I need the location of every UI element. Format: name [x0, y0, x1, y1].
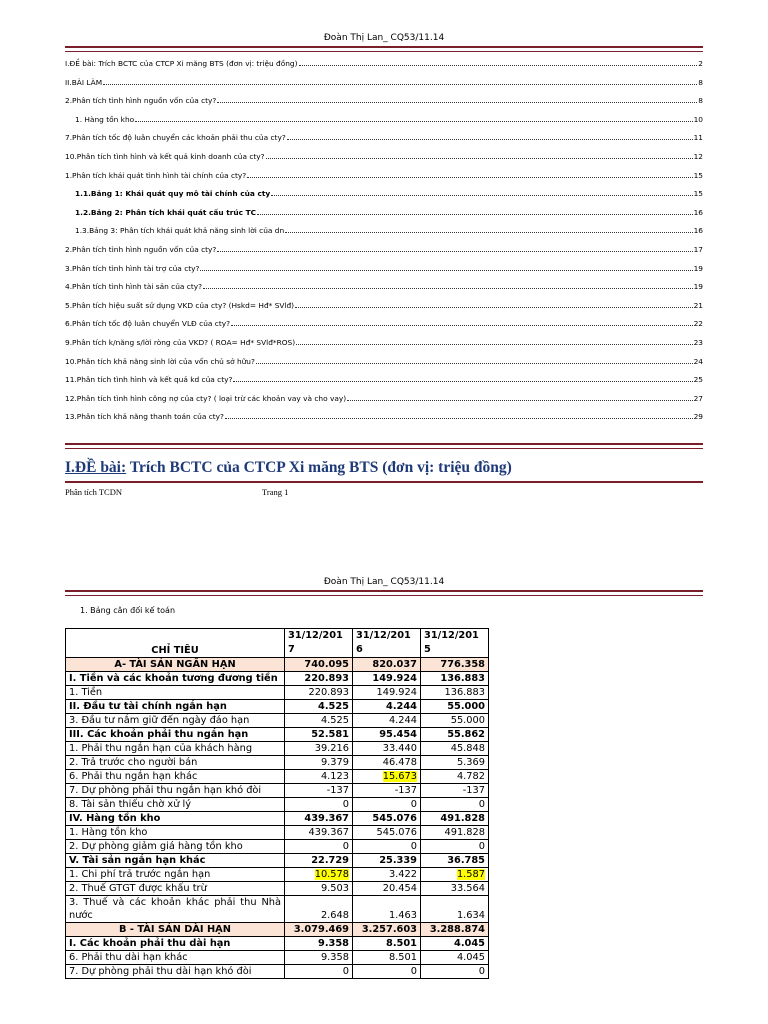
cell-value: 220.893	[285, 672, 353, 686]
cell-value: 136.883	[421, 686, 489, 700]
cell-value: 0	[285, 965, 353, 979]
toc-page-number: 25	[693, 375, 703, 385]
cell-value: 4.045	[421, 937, 489, 951]
table-row	[66, 826, 489, 840]
table-row	[66, 784, 489, 798]
toc-entry-title: 9.Phân tích k/năng s/lời ròng của VKD? ( ROA= Hđ* SVlđ*ROS)	[65, 337, 296, 347]
toc-entry-title: I.ĐỀ bài: Trích BCTC của CTCP Xi măng BTS (đơn vị: triệu đồng)	[65, 59, 298, 68]
toc-entry[interactable]	[65, 357, 703, 376]
toc-leader-dots	[247, 176, 692, 178]
cell-value: 136.883	[421, 672, 489, 686]
highlighted-value: 15.673	[382, 771, 417, 782]
highlighted-value: 10.578	[314, 869, 349, 880]
cell-value: 491.828	[421, 812, 489, 826]
toc-entry[interactable]	[65, 301, 703, 320]
toc-leader-dots	[233, 380, 692, 382]
toc-entry[interactable]	[65, 171, 703, 190]
cell-value: 4.045	[421, 951, 489, 965]
toc-entry-title: 1. Hàng tồn kho	[75, 114, 135, 124]
cell-value: 46.478	[353, 756, 421, 770]
cell-value: 95.454	[353, 728, 421, 742]
cell-value: 439.367	[285, 812, 353, 826]
toc-entry-title: II.BÀI LÀM	[65, 77, 103, 87]
toc-entry-title: 1.2.Bảng 2: Phân tích khái quát cấu trúc TC	[75, 207, 257, 217]
table-row	[66, 658, 489, 672]
cell-value: 3.079.469	[285, 923, 353, 937]
cell-value: 33.564	[421, 882, 489, 896]
cell-value: 22.729	[285, 854, 353, 868]
cell-value: 4.525	[285, 714, 353, 728]
cell-value: 4.525	[285, 700, 353, 714]
cell-value: 0	[353, 840, 421, 854]
page-header: Đoàn Thị Lan_ CQ53/11.14	[323, 33, 445, 43]
row-label: V. Tài sản ngắn hạn khác	[66, 854, 285, 868]
header-rule	[65, 46, 703, 52]
row-label: I. Các khoản phải thu dài hạn	[66, 937, 285, 951]
row-label: III. Các khoản phải thu ngắn hạn	[66, 728, 285, 742]
cell-value	[353, 770, 421, 784]
section-heading	[65, 459, 512, 477]
heading-prefix: I.ĐỀ bài:	[65, 459, 127, 476]
cell-value: 740.095	[285, 658, 353, 672]
row-label: 7. Dự phòng phải thu ngắn hạn khó đòi	[66, 784, 285, 798]
page-footer	[65, 487, 288, 497]
toc-entry[interactable]	[65, 319, 703, 338]
cell-value: 0	[285, 840, 353, 854]
toc-entry[interactable]	[65, 375, 703, 394]
table-header-row	[66, 629, 489, 658]
toc-page-number: 19	[693, 282, 703, 292]
toc-entry-title: 1.3.Bảng 3: Phân tích khái quát khả năng sinh lời của dn	[75, 226, 285, 236]
cell-value: 820.037	[353, 658, 421, 672]
toc-page-number: 8	[698, 96, 703, 106]
toc-entry-title: 1.1.Bảng 1: Khái quát quy mô tài chính của cty	[75, 189, 271, 199]
table-row	[66, 882, 489, 896]
cell-value: 4.244	[353, 714, 421, 728]
highlighted-value: 1.587	[456, 869, 485, 880]
footer-left: Phân tích TCDN	[65, 487, 122, 497]
cell-value: 20.454	[353, 882, 421, 896]
toc-leader-dots	[135, 120, 692, 122]
cell-value: 0	[421, 798, 489, 812]
cell-value: 3.288.874	[421, 923, 489, 937]
cell-value: 55.000	[421, 700, 489, 714]
toc-leader-dots	[231, 324, 693, 326]
toc-leader-dots	[296, 343, 692, 345]
row-label: I. Tiền và các khoản tương đương tiền	[66, 672, 285, 686]
cell-value: 2.648	[285, 896, 353, 923]
toc-page-number: 29	[693, 412, 703, 422]
cell-value: 3.257.603	[353, 923, 421, 937]
toc-leader-dots	[285, 231, 692, 233]
footer-rule	[65, 481, 703, 484]
cell-value: 55.862	[421, 728, 489, 742]
table-row	[66, 756, 489, 770]
cell-value: 1.463	[353, 896, 421, 923]
toc-page-number: 19	[693, 263, 703, 273]
table-row	[66, 770, 489, 784]
row-label: 6. Phải thu ngắn hạn khác	[66, 770, 285, 784]
cell-value: 0	[353, 798, 421, 812]
row-label: A- TÀI SẢN NGẮN HẠN	[66, 658, 285, 672]
table-row	[66, 923, 489, 937]
cell-value: 4.244	[353, 700, 421, 714]
toc-entry[interactable]	[65, 133, 703, 152]
cell-value: 33.440	[353, 742, 421, 756]
row-label: 2. Dự phòng giảm giá hàng tồn kho	[66, 840, 285, 854]
toc-entry[interactable]	[65, 282, 703, 301]
table-row	[66, 854, 489, 868]
toc-leader-dots	[256, 362, 693, 364]
toc-entry[interactable]	[65, 59, 703, 78]
table-row	[66, 728, 489, 742]
toc-entry-title: 2.Phân tích tình hình nguồn vốn của cty?	[65, 96, 217, 106]
cell-value: 9.358	[285, 937, 353, 951]
table-row	[66, 672, 489, 686]
toc-page-number: 23	[693, 337, 703, 347]
cell-value: 25.339	[353, 854, 421, 868]
cell-value: 545.076	[353, 826, 421, 840]
toc-leader-dots	[200, 269, 692, 271]
cell-value: 52.581	[285, 728, 353, 742]
toc-page-number: 15	[693, 189, 703, 199]
toc-entry-title: 1.Phân tích khái quát tình hình tài chính của cty?	[65, 170, 247, 180]
column-header-2016: 31/12/201 6	[353, 629, 421, 658]
toc-entry[interactable]	[65, 264, 703, 283]
toc-entry-title: 5.Phân tích hiệu suất sử dụng VKD của cty? (Hskd= Hđ* SVlđ)	[65, 300, 295, 310]
toc-entry-title: 11.Phân tích tình hình và kết quả kd của cty?	[65, 375, 233, 385]
toc-leader-dots	[295, 306, 693, 308]
toc-entry-title: 3.Phân tích tình hình tài trợ của cty?	[65, 263, 200, 273]
toc-leader-dots	[203, 287, 693, 289]
column-header-label: CHỈ TIÊU	[66, 629, 285, 658]
toc-entry[interactable]	[65, 152, 703, 171]
cell-value: 9.358	[285, 951, 353, 965]
toc-leader-dots	[299, 64, 698, 66]
row-label: 8. Tài sản thiếu chờ xử lý	[66, 798, 285, 812]
toc-entry[interactable]	[65, 115, 703, 134]
table-row	[66, 840, 489, 854]
toc-page-number: 15	[693, 170, 703, 180]
row-label: 1. Hàng tồn kho	[66, 826, 285, 840]
cell-value: -137	[421, 784, 489, 798]
toc-entry-title: 10.Phân tích khả năng sinh lời của vốn chủ sở hữu?	[65, 356, 255, 366]
cell-value: 776.358	[421, 658, 489, 672]
table-row	[66, 965, 489, 979]
row-label: B - TÀI SẢN DÀI HẠN	[66, 923, 285, 937]
cell-value: 36.785	[421, 854, 489, 868]
toc-leader-dots	[266, 157, 693, 159]
section-rule	[65, 443, 703, 449]
row-label: 1. Tiền	[66, 686, 285, 700]
toc-entry[interactable]	[65, 189, 703, 208]
toc-entry[interactable]	[65, 208, 703, 227]
toc-leader-dots	[271, 194, 692, 196]
table-row	[66, 812, 489, 826]
cell-value: 9.379	[285, 756, 353, 770]
toc-entry[interactable]	[65, 78, 703, 97]
cell-value: 8.501	[353, 937, 421, 951]
cell-value: 491.828	[421, 826, 489, 840]
table-row	[66, 798, 489, 812]
toc-leader-dots	[287, 138, 693, 140]
cell-value: 5.369	[421, 756, 489, 770]
cell-value: 1.634	[421, 896, 489, 923]
toc-page-number: 17	[693, 244, 703, 254]
toc-entry-title: 10.Phân tích tình hình và kết quả kinh doanh của cty?	[65, 151, 265, 161]
cell-value: 4.782	[421, 770, 489, 784]
row-label: 3. Đầu tư nắm giữ đến ngày đáo hạn	[66, 714, 285, 728]
cell-value: 0	[285, 798, 353, 812]
cell-value: 0	[421, 840, 489, 854]
toc-entry-title: 4.Phân tích tình hình tài sản của cty?	[65, 282, 203, 292]
row-label: IV. Hàng tồn kho	[66, 812, 285, 826]
cell-value: 220.893	[285, 686, 353, 700]
cell-value: 3.422	[353, 868, 421, 882]
list-item: 1. Bảng cân đối kế toán	[80, 606, 176, 615]
toc-entry[interactable]	[65, 96, 703, 115]
table-row	[66, 951, 489, 965]
toc-entry[interactable]	[65, 394, 703, 413]
footer-page-number: Trang 1	[262, 487, 289, 497]
balance-sheet-table	[65, 628, 489, 979]
cell-value: -137	[353, 784, 421, 798]
cell-value: 8.501	[353, 951, 421, 965]
toc-page-number: 22	[693, 319, 703, 329]
table-row	[66, 714, 489, 728]
cell-value: 0	[353, 965, 421, 979]
cell-value: 439.367	[285, 826, 353, 840]
toc-entry[interactable]	[65, 412, 703, 431]
cell-value: 39.216	[285, 742, 353, 756]
toc-entry-title: 6.Phân tích tốc độ luân chuyển VLĐ của cty?	[65, 319, 231, 329]
toc-leader-dots	[103, 83, 697, 85]
toc-page-number: 10	[693, 114, 703, 124]
toc-entry-title: 2.Phân tích tình hình nguồn vốn của cty?	[65, 244, 217, 254]
toc-page-number: 27	[693, 393, 703, 403]
cell-value: 149.924	[353, 686, 421, 700]
cell-value: 4.123	[285, 770, 353, 784]
header-rule	[65, 590, 703, 596]
toc-page-number: 21	[693, 300, 703, 310]
toc-leader-dots	[217, 101, 697, 103]
toc-entry[interactable]	[65, 226, 703, 245]
table-row	[66, 686, 489, 700]
toc-page-number: 12	[693, 151, 703, 161]
column-header-2017: 31/12/201 7	[285, 629, 353, 658]
table-row	[66, 868, 489, 882]
cell-value: 545.076	[353, 812, 421, 826]
toc-leader-dots	[225, 417, 693, 419]
table-of-contents	[65, 59, 703, 431]
table-row	[66, 896, 489, 923]
row-label: 2. Thuế GTGT được khấu trừ	[66, 882, 285, 896]
toc-page-number: 16	[693, 226, 703, 236]
row-label: 1. Phải thu ngắn hạn của khách hàng	[66, 742, 285, 756]
table-row	[66, 937, 489, 951]
toc-entry-title: 7.Phân tích tốc độ luân chuyển các khoản phải thu của cty?	[65, 133, 286, 143]
toc-page-number: 8	[698, 77, 703, 87]
row-label: II. Đầu tư tài chính ngắn hạn	[66, 700, 285, 714]
row-label: 3. Thuế và các khoản khác phải thu Nhà nước	[66, 896, 285, 923]
cell-value	[285, 868, 353, 882]
toc-leader-dots	[257, 213, 693, 215]
toc-leader-dots	[347, 399, 692, 401]
toc-entry-title: 12.Phân tích tình hình công nợ của cty? ( loại trừ các khoản vay và cho vay)	[65, 393, 347, 403]
toc-page-number: 2	[698, 59, 703, 68]
cell-value: 45.848	[421, 742, 489, 756]
toc-leader-dots	[217, 250, 692, 252]
cell-value	[421, 868, 489, 882]
row-label: 6. Phải thu dài hạn khác	[66, 951, 285, 965]
row-label: 2. Trả trước cho người bán	[66, 756, 285, 770]
cell-value: 9.503	[285, 882, 353, 896]
column-header-2015: 31/12/201 5	[421, 629, 489, 658]
table-row	[66, 742, 489, 756]
cell-value: -137	[285, 784, 353, 798]
table-row	[66, 700, 489, 714]
cell-value: 55.000	[421, 714, 489, 728]
toc-page-number: 24	[693, 356, 703, 366]
toc-entry-title: 13.Phân tích khả năng thanh toán của cty?	[65, 412, 224, 422]
toc-entry[interactable]	[65, 245, 703, 264]
cell-value: 149.924	[353, 672, 421, 686]
row-label: 7. Dự phòng phải thu dài hạn khó đòi	[66, 965, 285, 979]
row-label: 1. Chi phí trả trước ngắn hạn	[66, 868, 285, 882]
heading-text: Trích BCTC của CTCP Xi măng BTS (đơn vị: triệu đồng)	[126, 459, 512, 476]
cell-value: 0	[421, 965, 489, 979]
toc-page-number: 11	[693, 133, 703, 143]
toc-page-number: 16	[693, 207, 703, 217]
page-header: Đoàn Thị Lan_ CQ53/11.14	[323, 577, 445, 587]
toc-entry[interactable]	[65, 338, 703, 357]
